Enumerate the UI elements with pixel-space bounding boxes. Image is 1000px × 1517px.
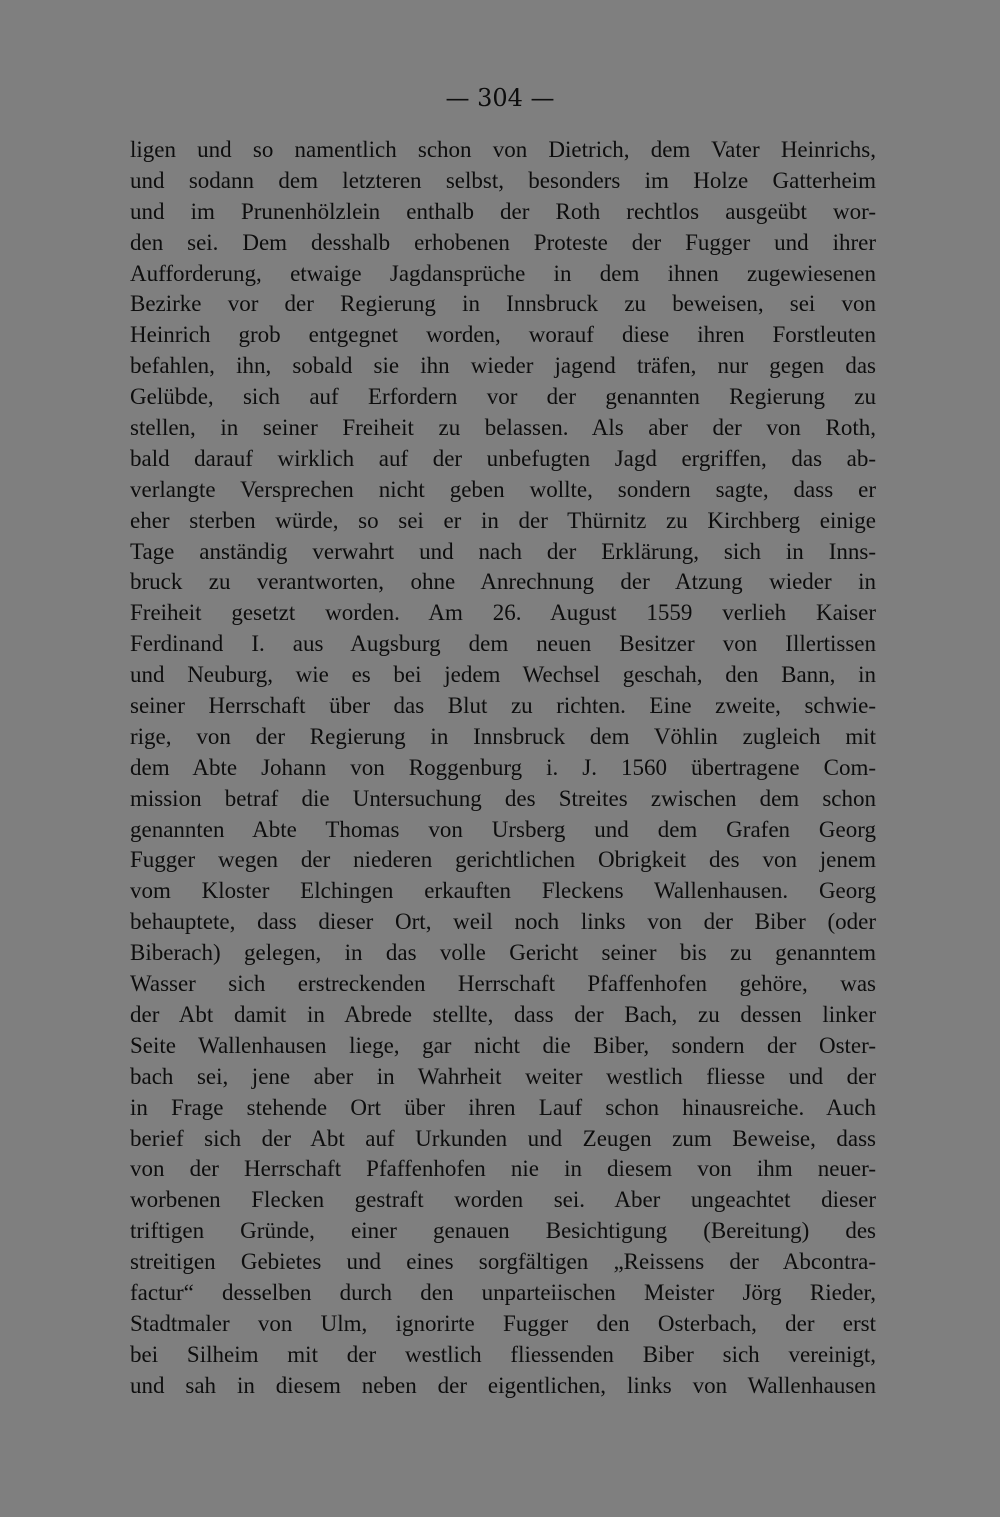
text-line: eher sterben würde, so sei er in der Thürnitz zu Kirchberg einige	[130, 507, 876, 533]
text-line: bei Silheim mit der westlich fliessenden Biber sich vereinigt,	[130, 1341, 876, 1367]
text-line: und sah in diesem neben der eigentlichen, links von Wallenhausen	[130, 1372, 876, 1398]
text-line: und im Prunenhölzlein enthalb der Roth rechtlos ausgeübt wor-	[130, 198, 876, 224]
text-line: berief sich der Abt auf Urkunden und Zeugen zum Beweise, dass	[130, 1125, 876, 1151]
page-number: — 304 —	[445, 84, 555, 112]
text-line: Tage anständig verwahrt und nach der Erklärung, sich in Inns-	[130, 538, 876, 564]
text-line: Bezirke vor der Regierung in Innsbruck zu beweisen, sei von	[130, 291, 876, 317]
text-line: mission betraf die Untersuchung des Streites zwischen dem schon	[130, 785, 876, 811]
text-line: Fugger wegen der niederen gerichtlichen Obrigkeit des von jenem	[130, 847, 876, 873]
text-line: befahlen, ihn, sobald sie ihn wieder jagend träfen, nur gegen das	[130, 353, 876, 379]
text-line: bald darauf wirklich auf der unbefugten Jagd ergriffen, das ab-	[130, 445, 876, 471]
text-line: Ferdinand I. aus Augsburg dem neuen Besitzer von Illertissen	[130, 631, 876, 657]
text-line: Seite Wallenhausen liege, gar nicht die Biber, sondern der Oster-	[130, 1032, 876, 1058]
text-line: triftigen Gründe, einer genauen Besichtigung (Bereitung) des	[130, 1218, 876, 1244]
text-line: bach sei, jene aber in Wahrheit weiter westlich fliesse und der	[130, 1063, 876, 1089]
text-line: Heinrich grob entgegnet worden, worauf diese ihren Forstleuten	[130, 322, 876, 348]
text-line: der Abt damit in Abrede stellte, dass der Bach, zu dessen linker	[130, 1001, 876, 1027]
text-line: verlangte Versprechen nicht geben wollte, sondern sagte, dass er	[130, 476, 876, 502]
text-line: und sodann dem letzteren selbst, besonders im Holze Gatterheim	[130, 167, 876, 193]
text-line: vom Kloster Elchingen erkauften Fleckens Wallenhausen. Georg	[130, 878, 876, 904]
text-line: Biberach) gelegen, in das volle Gericht seiner bis zu genanntem	[130, 940, 876, 966]
text-line: factur“ desselben durch den unparteiischen Meister Jörg Rieder,	[130, 1279, 876, 1305]
text-line: streitigen Gebietes und eines sorgfältigen „Reissens der Abcontra-	[130, 1249, 876, 1275]
text-line: behauptete, dass dieser Ort, weil noch links von der Biber (oder	[130, 909, 876, 935]
body-text	[130, 135, 876, 1402]
text-line: genannten Abte Thomas von Ursberg und dem Grafen Georg	[130, 816, 876, 842]
text-line: dem Abte Johann von Roggenburg i. J. 1560 übertragene Com-	[130, 754, 876, 780]
text-line: stellen, in seiner Freiheit zu belassen. Als aber der von Roth,	[130, 415, 876, 441]
text-line: Aufforderung, etwaige Jagdansprüche in dem ihnen zugewiesenen	[130, 260, 876, 286]
text-line: rige, von der Regierung in Innsbruck dem Vöhlin zugleich mit	[130, 723, 876, 749]
text-line: Freiheit gesetzt worden. Am 26. August 1559 verlieh Kaiser	[130, 600, 876, 626]
text-line: seiner Herrschaft über das Blut zu richten. Eine zweite, schwie-	[130, 693, 876, 719]
text-line: von der Herrschaft Pfaffenhofen nie in diesem von ihm neuer-	[130, 1156, 876, 1182]
text-line: ligen und so namentlich schon von Dietrich, dem Vater Heinrichs,	[130, 137, 876, 162]
text-line: Gelübde, sich auf Erfordern vor der genannten Regierung zu	[130, 384, 876, 410]
text-line: bruck zu verantworten, ohne Anrechnung der Atzung wieder in	[130, 569, 876, 595]
text-line: und Neuburg, wie es bei jedem Wechsel geschah, den Bann, in	[130, 662, 876, 688]
text-line: Stadtmaler von Ulm, ignorirte Fugger den Osterbach, der erst	[130, 1310, 876, 1336]
text-line: den sei. Dem desshalb erhobenen Proteste der Fugger und ihrer	[130, 229, 876, 255]
text-line: worbenen Flecken gestraft worden sei. Aber ungeachtet dieser	[130, 1187, 876, 1213]
text-line: Wasser sich erstreckenden Herrschaft Pfaffenhofen gehöre, was	[130, 971, 876, 997]
text-line: in Frage stehende Ort über ihren Lauf schon hinausreiche. Auch	[130, 1094, 876, 1120]
